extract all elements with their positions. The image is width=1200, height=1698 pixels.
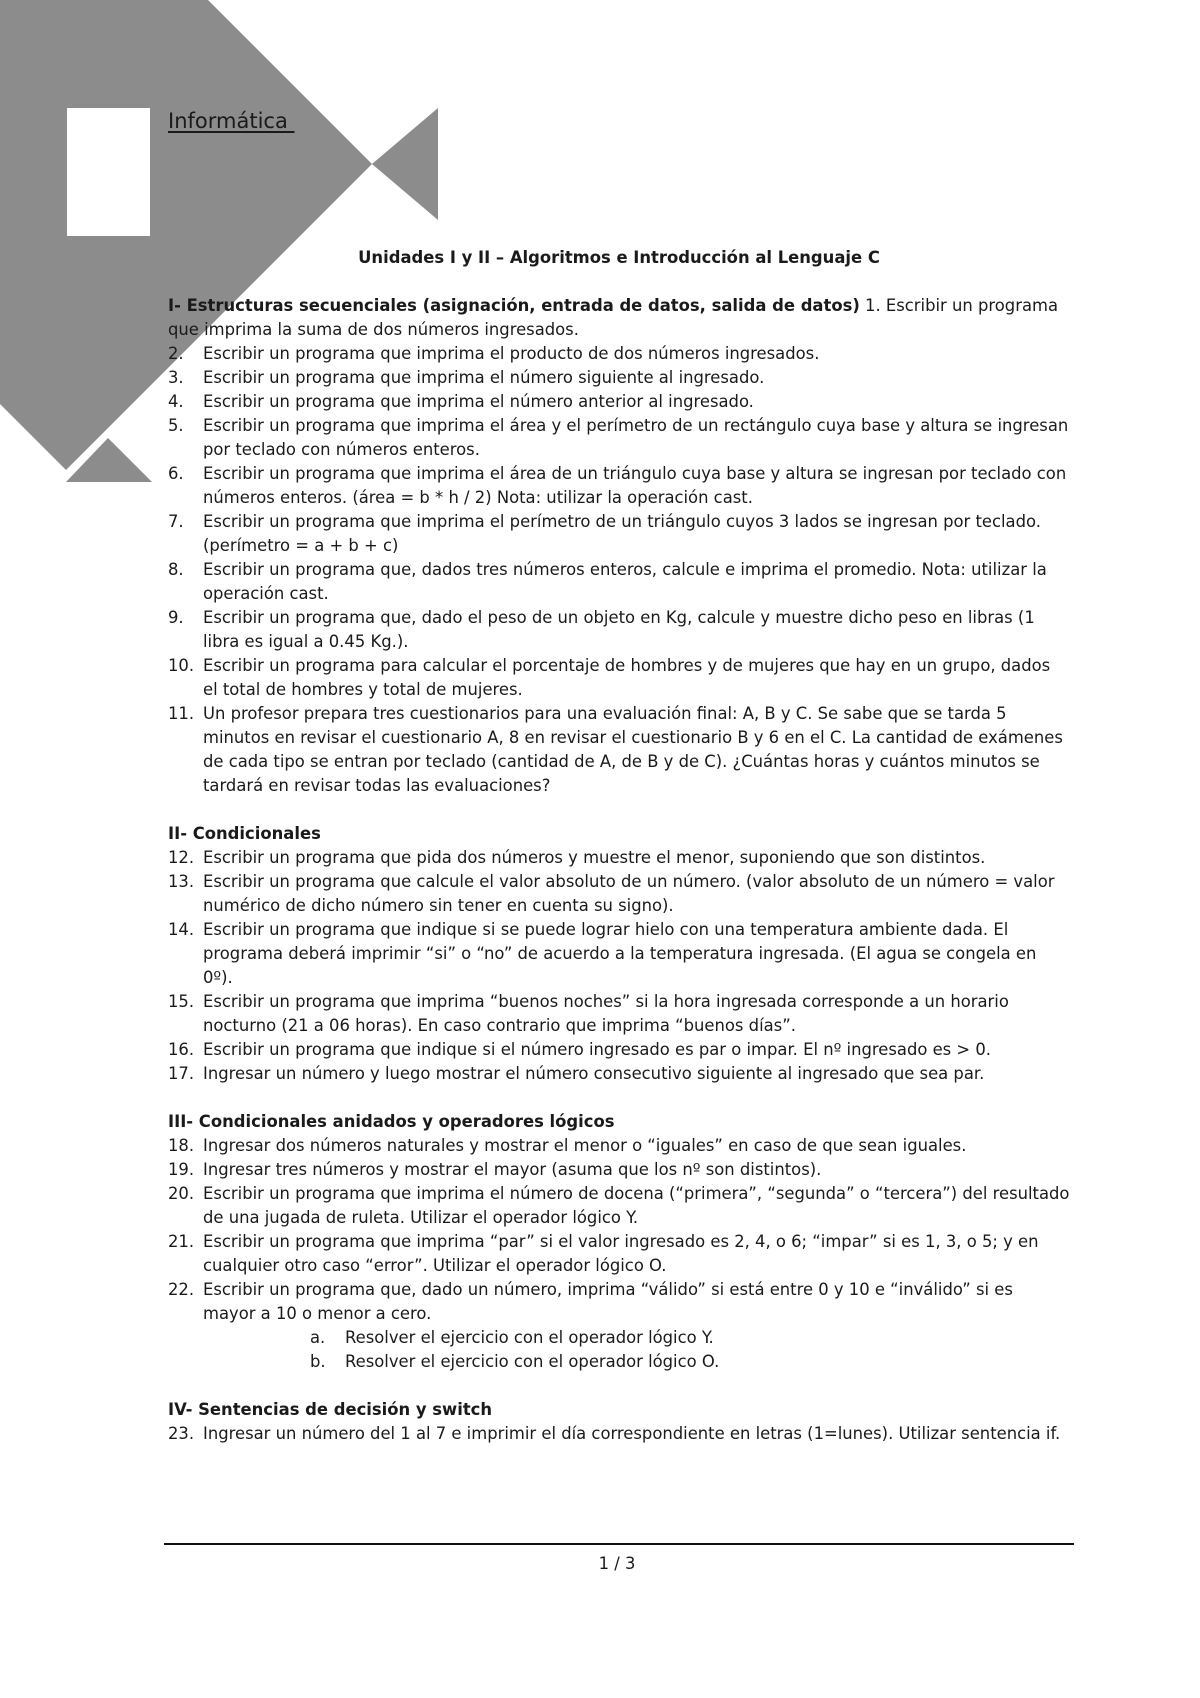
item-text: Escribir un programa que imprima el producto de dos números ingresados. bbox=[203, 344, 820, 363]
section-heading: I- Estructuras secuenciales (asignación, entrada de datos, salida de datos) bbox=[168, 296, 860, 315]
item-number: 10. bbox=[168, 656, 195, 675]
exercise-list bbox=[168, 846, 1070, 1086]
list-item bbox=[168, 702, 1070, 798]
item-text: Escribir un programa que imprima el área de un triángulo cuya base y altura se ingresan por teclado con números enteros. (área = b * h / 2) Nota: utilizar la operación cast. bbox=[203, 464, 1067, 507]
item-text: Escribir un programa que pida dos números y muestre el menor, suponiendo que son distintos. bbox=[203, 848, 986, 867]
list-item bbox=[168, 1230, 1070, 1278]
section-3 bbox=[168, 1110, 1070, 1374]
list-item bbox=[168, 1134, 1070, 1158]
item-number: 5. bbox=[168, 416, 184, 435]
section-2 bbox=[168, 822, 1070, 1086]
item-text: Ingresar dos números naturales y mostrar el menor o “iguales” en caso de que sean iguales. bbox=[203, 1136, 967, 1155]
item-number: 18. bbox=[168, 1136, 195, 1155]
item-number: 16. bbox=[168, 1040, 195, 1059]
item-text: Escribir un programa que imprima el número siguiente al ingresado. bbox=[203, 368, 765, 387]
item-number: 7. bbox=[168, 512, 184, 531]
item-number: 22. bbox=[168, 1280, 195, 1299]
item-text: Escribir un programa que imprima “buenos noches” si la hora ingresada corresponde a un horario nocturno (21 a 06 horas). En caso contrario que imprima “buenos días”. bbox=[203, 992, 1009, 1035]
list-item bbox=[168, 654, 1070, 702]
decorative-fin bbox=[372, 108, 438, 220]
item-text: Escribir un programa para calcular el porcentaje de hombres y de mujeres que hay en un grupo, dados el total de hombres y total de mujeres. bbox=[203, 656, 1051, 699]
item-number: 20. bbox=[168, 1184, 195, 1203]
item-text: Escribir un programa que imprima el perímetro de un triángulo cuyos 3 lados se ingresan por teclado. (perímetro = a + b + c) bbox=[203, 512, 1041, 555]
item-text: Escribir un programa que indique si el número ingresado es par o impar. El nº ingresado es > 0. bbox=[203, 1040, 991, 1059]
item-text: Escribir un programa que, dado el peso de un objeto en Kg, calcule y muestre dicho peso en libras (1 libra es igual a 0.45 Kg.). bbox=[203, 608, 1035, 651]
list-item bbox=[168, 558, 1070, 606]
section-heading: II- Condicionales bbox=[168, 824, 321, 843]
item-number: 14. bbox=[168, 920, 195, 939]
decorative-white-panel bbox=[67, 108, 150, 236]
list-item bbox=[168, 846, 1070, 870]
course-header: Informática bbox=[168, 109, 295, 133]
exercise-list bbox=[168, 1422, 1070, 1446]
list-item bbox=[168, 462, 1070, 510]
sub-item-list bbox=[203, 1326, 1070, 1374]
document-title: Unidades I y II – Algoritmos e Introducción al Lenguaje C bbox=[358, 248, 880, 267]
sub-item-text: Resolver el ejercicio con el operador lógico Y. bbox=[345, 1328, 714, 1347]
list-item bbox=[168, 510, 1070, 558]
section-heading: III- Condicionales anidados y operadores lógicos bbox=[168, 1112, 615, 1131]
item-text: Escribir un programa que imprima el número de docena (“primera”, “segunda” o “tercera”) del resultado de una jugada de ruleta. Utilizar el operador lógico Y. bbox=[203, 1184, 1070, 1227]
list-item bbox=[168, 1278, 1070, 1374]
list-item bbox=[168, 1422, 1070, 1446]
item-number: 23. bbox=[168, 1424, 195, 1443]
footer-rule bbox=[164, 1543, 1074, 1545]
item-number: 4. bbox=[168, 392, 184, 411]
section-1-intro-paragraph bbox=[168, 294, 1070, 342]
item-text: Escribir un programa que, dados tres números enteros, calcule e imprima el promedio. Nota: utilizar la operación cast. bbox=[203, 560, 1047, 603]
sub-item-letter: b. bbox=[310, 1352, 326, 1371]
list-item bbox=[168, 390, 1070, 414]
list-item bbox=[168, 918, 1070, 990]
section-1 bbox=[168, 294, 1070, 798]
item-text: Ingresar tres números y mostrar el mayor (asuma que los nº son distintos). bbox=[203, 1160, 822, 1179]
item-number: 13. bbox=[168, 872, 195, 891]
item-number: 17. bbox=[168, 1064, 195, 1083]
item-number: 9. bbox=[168, 608, 184, 627]
list-item bbox=[168, 870, 1070, 918]
section-intro-text: 1. Escribir un programa que imprima la suma de dos números ingresados. bbox=[168, 296, 1059, 339]
list-item bbox=[168, 1182, 1070, 1230]
sub-list-item bbox=[310, 1326, 1070, 1350]
item-text: Escribir un programa que imprima el número anterior al ingresado. bbox=[203, 392, 754, 411]
item-text: Escribir un programa que calcule el valor absoluto de un número. (valor absoluto de un número = valor numérico de dicho número sin tener en cuenta su signo). bbox=[203, 872, 1055, 915]
list-item bbox=[168, 342, 1070, 366]
section-heading: IV- Sentencias de decisión y switch bbox=[168, 1400, 493, 1419]
item-number: 6. bbox=[168, 464, 184, 483]
item-number: 2. bbox=[168, 344, 184, 363]
list-item bbox=[168, 1158, 1070, 1182]
item-text: Escribir un programa que imprima “par” si el valor ingresado es 2, 4, o 6; “impar” si es 1, 3, o 5; y en cualquier otro caso “error”. Utilizar el operador lógico O. bbox=[203, 1232, 1039, 1275]
list-item bbox=[168, 1038, 1070, 1062]
item-text: Escribir un programa que, dado un número, imprima “válido” si está entre 0 y 10 e “inválido” si es mayor a 10 o menor a cero. bbox=[203, 1280, 1013, 1323]
list-item bbox=[168, 414, 1070, 462]
list-item bbox=[168, 990, 1070, 1038]
exercise-list bbox=[168, 1134, 1070, 1374]
item-number: 21. bbox=[168, 1232, 195, 1251]
document-body bbox=[168, 246, 1070, 1470]
item-number: 19. bbox=[168, 1160, 195, 1179]
item-number: 11. bbox=[168, 704, 195, 723]
item-number: 8. bbox=[168, 560, 184, 579]
list-item bbox=[168, 1062, 1070, 1086]
sub-item-letter: a. bbox=[310, 1328, 326, 1347]
exercise-list bbox=[168, 342, 1070, 798]
list-item bbox=[168, 366, 1070, 390]
item-number: 15. bbox=[168, 992, 195, 1011]
list-item bbox=[168, 606, 1070, 654]
item-text: Un profesor prepara tres cuestionarios para una evaluación final: A, B y C. Se sabe que se tarda 5 minutos en revisar el cuestionario A, 8 en revisar el cuestionario B y 6 en el C. La cantidad de exámenes de cada tipo se entran por teclado (cantidad de A, de B y de C). ¿Cuántas horas y cuántos minutos se tardará en revisar todas las evaluaciones? bbox=[203, 704, 1063, 795]
item-text: Ingresar un número y luego mostrar el número consecutivo siguiente al ingresado que sea par. bbox=[203, 1064, 985, 1083]
item-number: 3. bbox=[168, 368, 184, 387]
page-number: 1 / 3 bbox=[598, 1554, 636, 1573]
item-text: Escribir un programa que imprima el área y el perímetro de un rectángulo cuya base y altura se ingresan por teclado con números enteros. bbox=[203, 416, 1069, 459]
item-text: Ingresar un número del 1 al 7 e imprimir el día correspondiente en letras (1=lunes). Utilizar sentencia if. bbox=[203, 1424, 1061, 1443]
sub-list-item bbox=[310, 1350, 1070, 1374]
item-text: Escribir un programa que indique si se puede lograr hielo con una temperatura ambiente dada. El programa deberá imprimir “si” o “no” de acuerdo a la temperatura ingresada. (El agua se congela en 0º). bbox=[203, 920, 1037, 987]
item-number: 12. bbox=[168, 848, 195, 867]
sub-item-text: Resolver el ejercicio con el operador lógico O. bbox=[345, 1352, 720, 1371]
section-4 bbox=[168, 1398, 1070, 1446]
